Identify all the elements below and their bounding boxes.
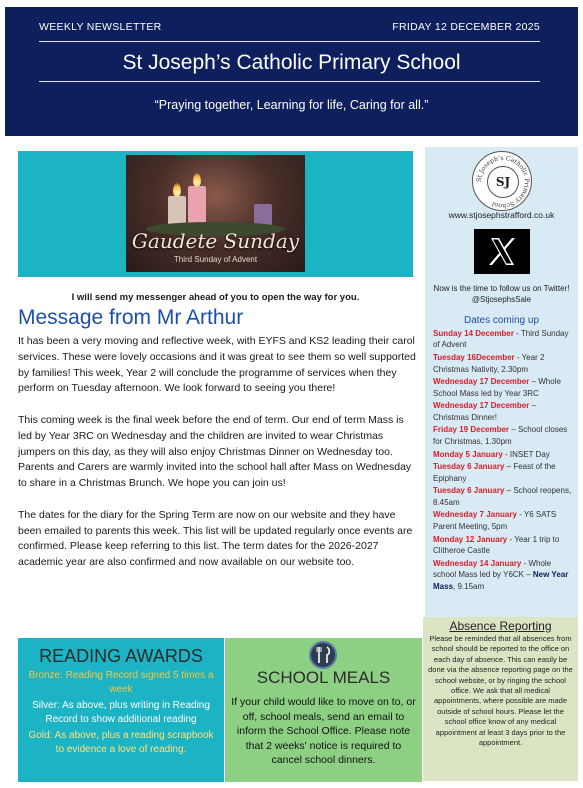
message-title: Message from Mr Arthur xyxy=(18,306,244,329)
banner-title: Gaudete Sunday xyxy=(131,229,300,253)
reading-awards-title: READING AWARDS xyxy=(39,646,203,666)
svg-text:St Joseph’s Catholic Primary S: St Joseph’s Catholic Primary School xyxy=(475,154,531,210)
message-body xyxy=(18,334,418,587)
reading-awards-box xyxy=(18,638,224,782)
list-item: Wednesday 17 December – Christmas Dinner! xyxy=(433,401,537,422)
list-item: Tuesday 6 January – Feast of the Epiphany xyxy=(433,462,556,483)
newsletter-label: WEEKLY NEWSLETTER xyxy=(39,21,162,33)
school-meals-title: SCHOOL MEALS xyxy=(256,668,391,687)
gold-award: Gold: As above, plus a reading scrapbook to evidence a love of reading. xyxy=(28,730,214,755)
cutlery-icon xyxy=(309,641,337,669)
sidebar xyxy=(425,147,578,617)
message-paragraph: The dates for the diary for the Spring Term are now on our website and they have been emailed to parents this week. This list will be updated regularly once events are confirmed. Please keep referring to this list. The term dates for the 2026-2027 academic year are also confirmed and now available on our website too. xyxy=(18,508,413,569)
school-name: St Joseph’s Catholic Primary School xyxy=(122,51,461,74)
message-paragraph: This coming week is the final week before the end of term. Our end of term Mass is led by Year 3RC on Wednesday and the children are invited to wear Christmas jumpers on this day, as they will also enjoy Christmas Dinner on Wednesday too. Parents and Carers are warmly invited into the school hall after Mass on Wednesday to share in a Christmas Brunch. We hope you can join us! xyxy=(18,413,412,490)
banner-subtitle: Third Sunday of Advent xyxy=(173,255,258,264)
header-rule-bottom xyxy=(39,81,540,82)
list-item: Sunday 14 December - Third Sunday of Advent xyxy=(433,329,569,350)
school-meals-text: If your child would like to move on to, or off, school meals, send an email to inform the School Office. Please note that 2 weeks' notice is required to cancel school dinners. xyxy=(231,696,416,766)
scripture-quote: I will send my messenger ahead of you to open the way for you. xyxy=(71,292,360,303)
header-top-row xyxy=(39,21,540,33)
twitter-follow-text: Now is the time to follow us on Twitter! @StjosephsSale xyxy=(433,284,570,304)
bronze-award: Bronze: Reading Record signed 5 times a week xyxy=(28,670,214,695)
list-item: Monday 12 January - Year 1 trip to Clitheroe Castle xyxy=(433,534,560,555)
silver-award: Silver: As above, plus writing in Reading Record to show additional reading xyxy=(32,700,210,725)
list-item: Wednesday 17 December – Whole School Mass led by Year 3RC xyxy=(433,377,561,398)
absence-title: Absence Reporting xyxy=(449,619,552,633)
logo-initials: SJ xyxy=(487,166,519,198)
list-item: Monday 5 January - INSET Day xyxy=(433,449,550,459)
school-logo xyxy=(472,151,532,211)
header-rule-top xyxy=(39,41,540,42)
absence-text: Please be reminded that all absences from school should be reported to the office on each day of absence. This can easily be done via the absence reporting page on the school website, or by ringing the school office. We ask that all medical appointments, where possible are made outside of school hours. Please let the school office know of any medical appointment at least 3 days prior to the appointment. xyxy=(428,634,573,748)
absence-reporting-box xyxy=(423,617,578,781)
flame-icon xyxy=(173,183,181,197)
list-item: Wednesday 14 January - Whole school Mass led by Y6CK – New Year Mass, 9.15am xyxy=(433,558,569,591)
flame-icon xyxy=(193,173,201,187)
x-logo-icon[interactable] xyxy=(474,229,530,274)
school-meals-box xyxy=(225,638,422,782)
list-item: Friday 19 December – School closes for Christmas, 1.30pm xyxy=(433,425,568,446)
school-motto: “Praying together, Learning for life, Caring for all.” xyxy=(154,98,429,112)
list-item: Tuesday 16December - Year 2 Christmas Nativity, 2.30pm xyxy=(433,353,545,374)
gaudete-sunday-image xyxy=(126,155,305,272)
website-link[interactable]: www.stjosephstrafford.co.uk xyxy=(448,210,555,220)
list-item: Wednesday 7 January - Y6 SATS Parent Meeting, 5pm xyxy=(433,510,557,531)
list-item: Tuesday 6 January – School reopens, 8.45am xyxy=(433,486,572,507)
dates-title: Dates coming up xyxy=(463,315,540,326)
newsletter-date: FRIDAY 12 DECEMBER 2025 xyxy=(392,21,540,33)
dates-list xyxy=(433,328,572,593)
advent-banner xyxy=(18,151,413,277)
newsletter-header xyxy=(5,7,578,136)
message-paragraph: It has been a very moving and reflective week, with EYFS and KS2 leading their carol services. These were lovely occasions and it was great to see them so well supported by families! This week, Year 2 will conclude the programme of services when they perform on Tuesday afternoon. We look forward to seeing you there! xyxy=(18,335,416,395)
